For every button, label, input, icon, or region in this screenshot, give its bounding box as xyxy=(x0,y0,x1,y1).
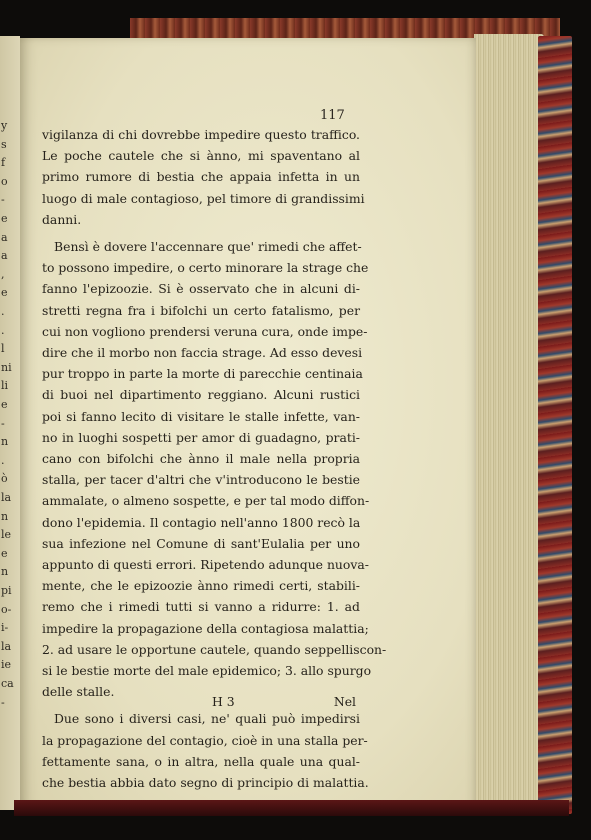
left-page-fragment: a xyxy=(1,249,8,263)
page-body-text xyxy=(42,124,387,793)
text-line: poi si fanno lecito di visitare le stalle infette, van- xyxy=(42,408,360,424)
left-page-fragment: ni xyxy=(1,360,12,374)
left-page-fragment: o- xyxy=(1,602,12,616)
left-page-fragment: s xyxy=(1,137,7,151)
text-line: mente, che le epizoozie ànno rimedi certi, stabili- xyxy=(42,578,360,594)
bottom-page-edge xyxy=(14,800,569,816)
left-page-fragment: n xyxy=(1,565,9,579)
text-line: di buoi nel dipartimento reggiano. Alcuni rustici xyxy=(42,387,360,403)
text-line: delle stalle. xyxy=(42,684,115,700)
left-page-fragment: n xyxy=(1,509,9,523)
text-line: cano con bifolchi che ànno il male nella propria xyxy=(42,451,360,467)
left-page-fragment: ie xyxy=(1,658,12,672)
text-line: stretti regna fra i bifolchi un certo fatalismo, per xyxy=(42,302,360,318)
catchword: Nel xyxy=(333,694,356,709)
left-page-fragment: y xyxy=(1,119,8,132)
text-line: Le poche cautele che si ànno, mi spaventano al xyxy=(42,148,360,164)
left-page-fragment: ca xyxy=(1,677,14,690)
text-line: la propagazione del contagio, cioè in una stalla per- xyxy=(42,732,368,748)
left-page-fragment: e xyxy=(1,398,8,411)
left-page-text-fragments xyxy=(0,0,20,840)
left-page-fragment: a xyxy=(1,230,8,244)
left-page-fragment: ò xyxy=(1,472,8,486)
text-line: pur troppo in parte la morte di parecchie centinaia xyxy=(42,366,363,382)
text-line: dire che il morbo non faccia strage. Ad esso devesi xyxy=(42,345,363,361)
book-page xyxy=(20,38,476,810)
text-line: danni. xyxy=(42,211,82,227)
text-line: fettamente sana, o in altra, nella quale una qual- xyxy=(42,753,360,769)
text-line: dono l'epidemia. Il contagio nell'anno 1800 recò la xyxy=(42,514,361,530)
text-line: 2. ad usare le opportune cautele, quando seppelliscon- xyxy=(42,641,387,657)
left-page-fragment: - xyxy=(1,695,5,709)
left-page-fragment: i- xyxy=(1,621,9,635)
text-line: to possono impedire, o certo minorare la strage che xyxy=(42,260,369,276)
text-line: appunto di questi errori. Ripetendo adunque nuova- xyxy=(42,557,369,573)
left-page-fragment: . xyxy=(1,453,5,467)
left-page-fragment: le xyxy=(1,528,12,542)
text-line: impedire la propagazione della contagiosa malattia; xyxy=(42,620,369,636)
left-page-fragment: n xyxy=(1,435,9,449)
left-page-fragment: la xyxy=(1,491,12,504)
text-line: cui non vogliono prendersi veruna cura, onde impe- xyxy=(42,323,368,339)
left-page-fragment: , xyxy=(1,267,5,281)
left-page-fragment: e xyxy=(1,212,8,225)
text-line: ammalate, o almeno sospette, e per tal modo diffon- xyxy=(42,493,370,509)
page-number: 117 xyxy=(320,108,345,123)
page-stack-edge xyxy=(474,34,544,814)
text-line: vigilanza di chi dovrebbe impedire questo traffico. xyxy=(42,127,360,142)
text-line: no in luoghi sospetti per amor di guadagno, prati- xyxy=(42,429,360,445)
text-line: si le bestie morte del male epidemico; 3. allo spurgo xyxy=(42,663,372,679)
text-line: fanno l'epizoozie. Si è osservato che in alcuni di- xyxy=(42,281,360,297)
text-line: che bestia abbia dato segno di principio di malattia. xyxy=(42,775,369,791)
text-line: sua infezione nel Comune di sant'Eulalia per uno xyxy=(42,535,360,551)
left-page-fragment: e xyxy=(1,546,8,560)
marbled-fore-edge xyxy=(538,36,572,814)
text-line: Due sono i diversi casi, ne' quali può impedirsi xyxy=(54,711,360,727)
left-page-fragment: - xyxy=(1,416,5,430)
left-page-fragment: l xyxy=(1,342,5,356)
left-page-fragment: la xyxy=(1,639,12,653)
text-line: primo rumore di bestia che appaia infetta in un xyxy=(42,169,360,185)
text-line: Bensì è dovere l'accennare que' rimedi che affet- xyxy=(54,239,362,255)
left-page-fragment: e xyxy=(1,286,8,300)
left-page-fragment: pi xyxy=(1,584,12,597)
signature-mark: H 3 xyxy=(212,694,235,709)
left-page-fragment: f xyxy=(1,156,6,170)
text-line: remo che i rimedi tutti si vanno a ridurre: 1. ad xyxy=(42,599,360,615)
left-page-fragment: - xyxy=(1,193,5,207)
left-page-fragment: . xyxy=(1,323,5,337)
text-line: stalla, per tacer d'altri che v'introducono le bestie xyxy=(42,472,360,488)
page-footer xyxy=(42,694,360,714)
text-line: luogo di male contagioso, pel timore di grandissimi xyxy=(42,190,365,206)
left-page-fragment: li xyxy=(1,379,9,393)
left-page-fragment: . xyxy=(1,305,5,318)
left-page-fragment: o xyxy=(1,174,8,188)
